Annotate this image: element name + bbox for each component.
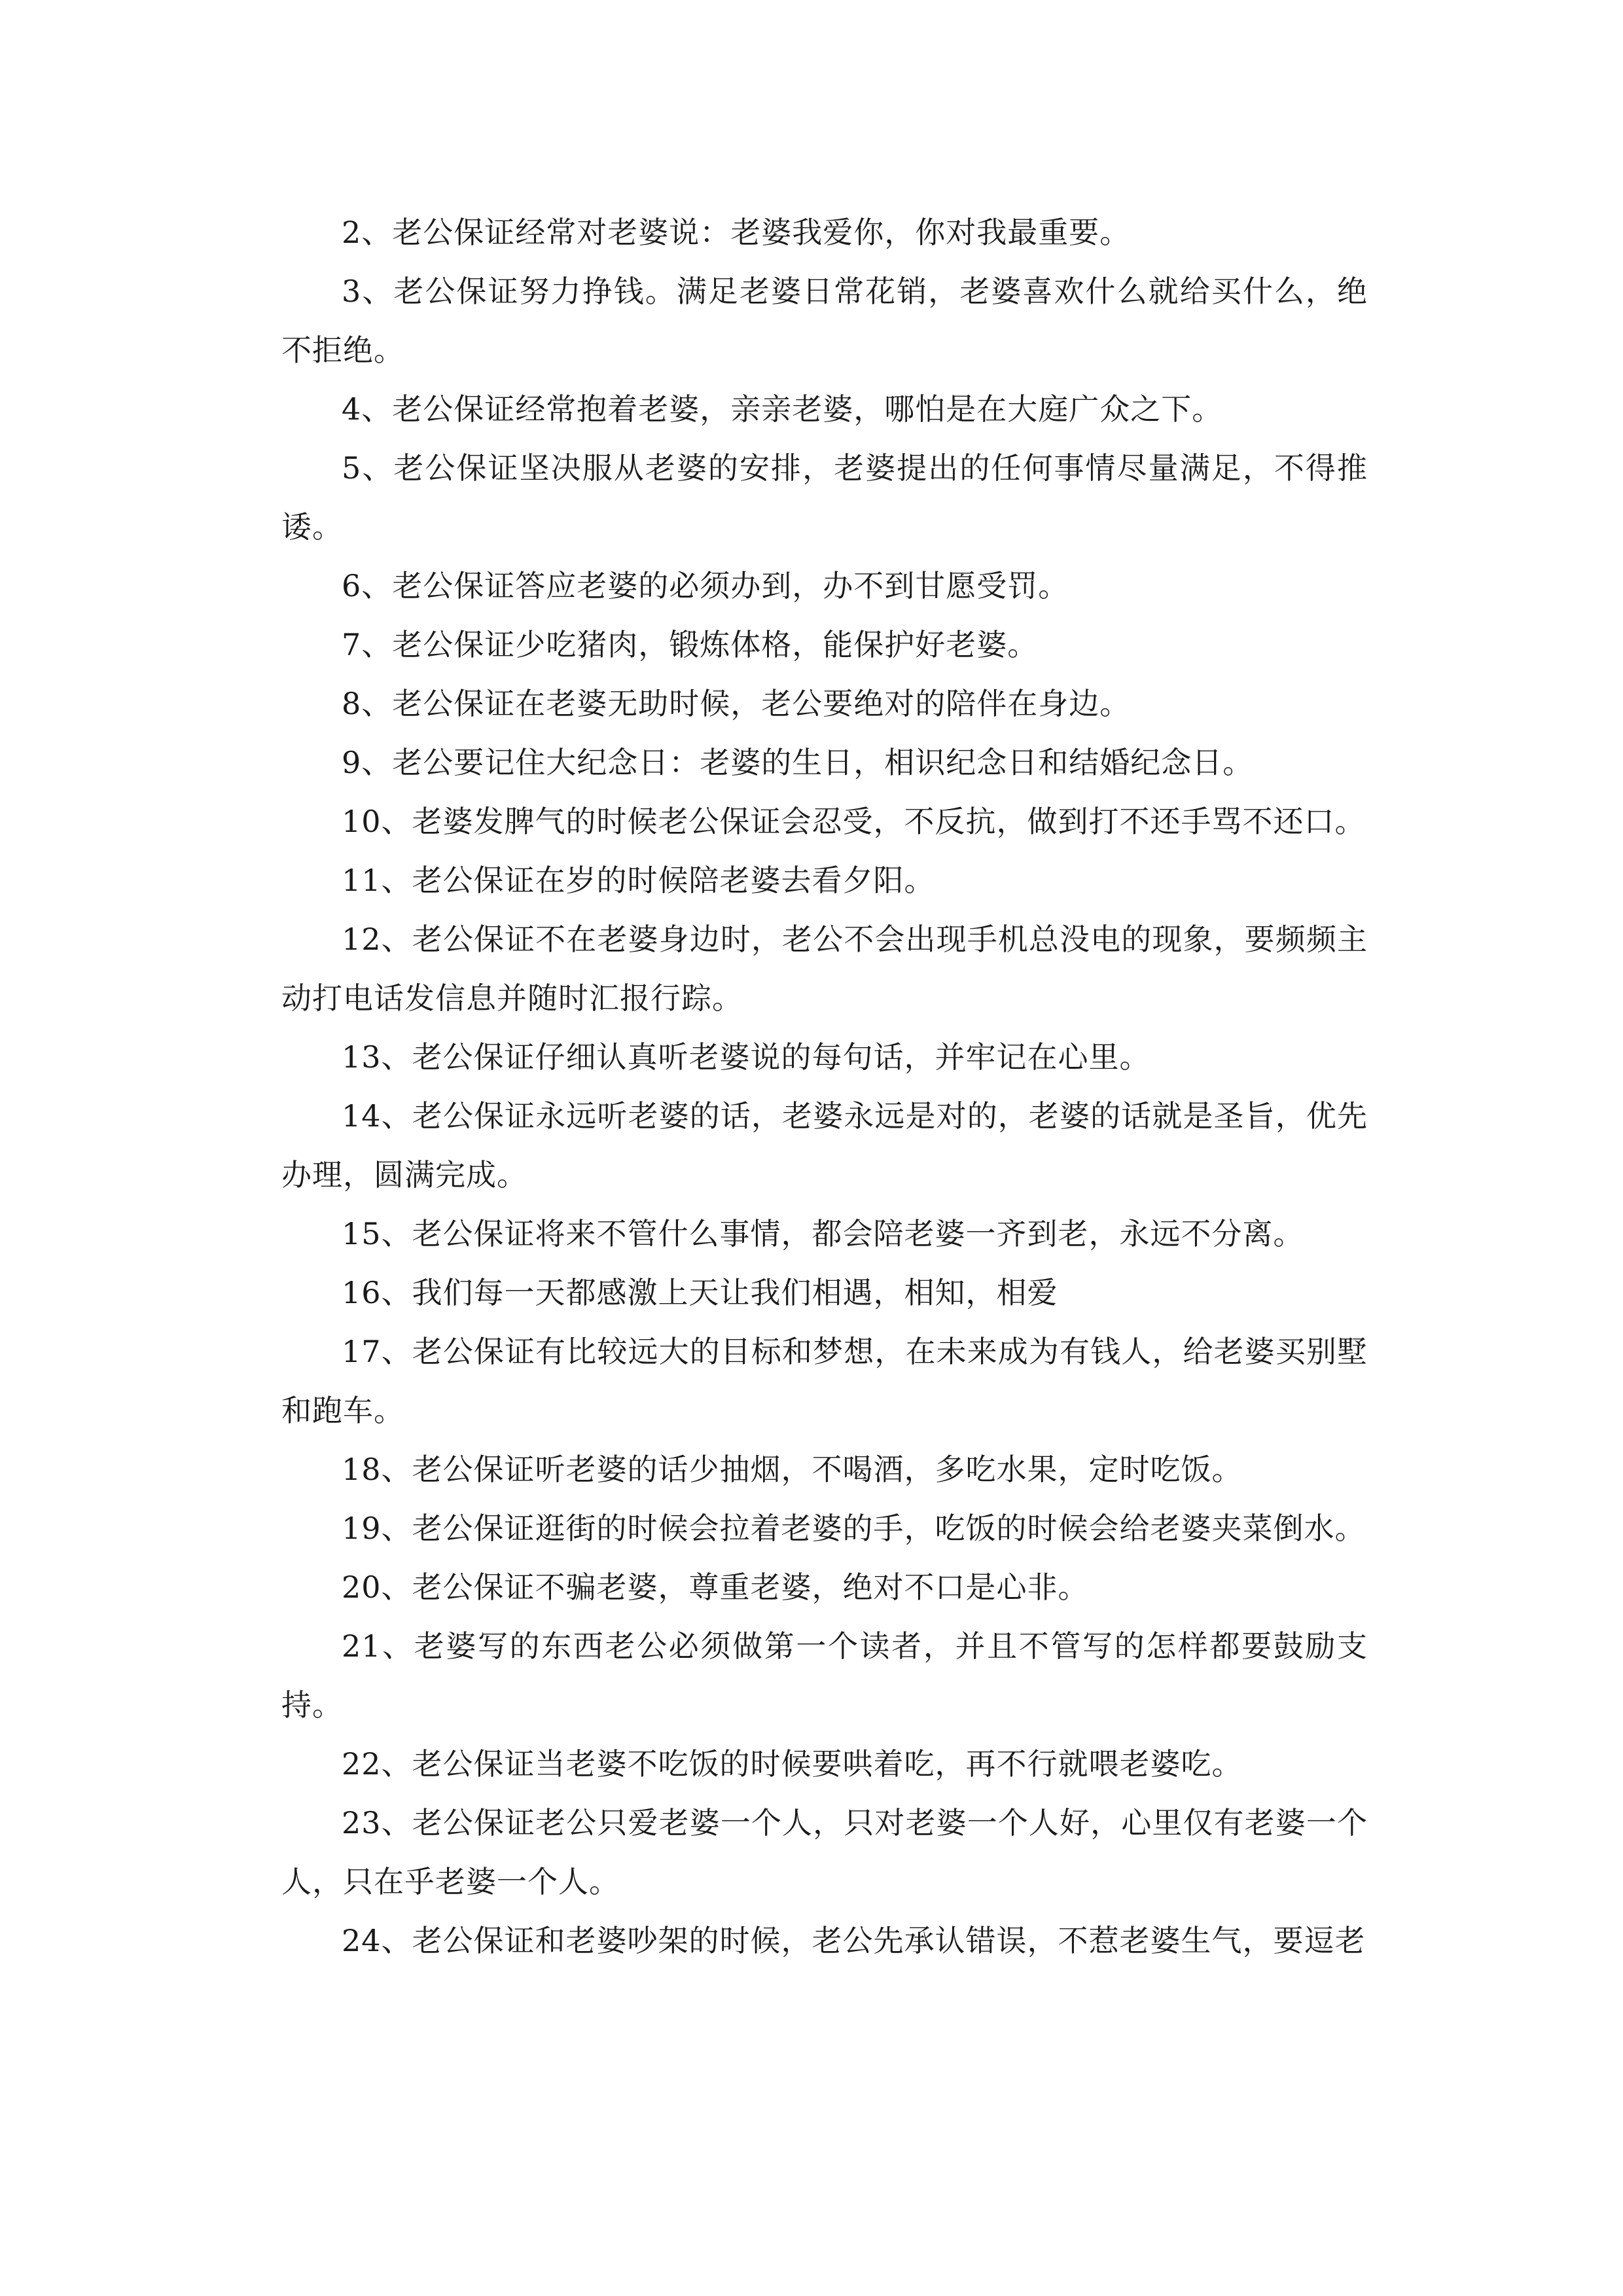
paragraph-item-16: 16、我们每一天都感激上天让我们相遇，相知，相爱 (342, 1275, 1058, 1310)
paragraph-item-24: 24、老公保证和老婆吵架的时候，老公先承认错误，不惹老婆生气，要逗老 (342, 1923, 1366, 1958)
paragraph-item-4: 4、老公保证经常抱着老婆，亲亲老婆，哪怕是在大庭广众之下。 (342, 391, 1223, 427)
paragraph-item-8: 8、老公保证在老婆无助时候，老公要绝对的陪伴在身边。 (342, 686, 1131, 721)
paragraph-item-23: 23、老公保证老公只爱老婆一个人，只对老婆一个人好，心里仅有老婆一个人，只在乎老婆一个人。 (281, 1805, 1368, 1899)
document-body (281, 203, 1368, 1970)
paragraph-item-20: 20、老公保证不骗老婆，尊重老婆，绝对不口是心非。 (342, 1570, 1089, 1605)
paragraph-item-19: 19、老公保证逛街的时候会拉着老婆的手，吃饭的时候会给老婆夹菜倒水。 (342, 1511, 1366, 1546)
paragraph-item-13: 13、老公保证仔细认真听老婆说的每句话，并牢记在心里。 (342, 1039, 1150, 1075)
paragraph-item-15: 15、老公保证将来不管什么事情，都会陪老婆一齐到老，永远不分离。 (342, 1216, 1304, 1251)
paragraph-item-7: 7、老公保证少吃猪肉，锻炼体格，能保护好老婆。 (342, 627, 1039, 662)
paragraph-item-17: 17、老公保证有比较远大的目标和梦想，在未来成为有钱人，给老婆买别墅和跑车。 (281, 1334, 1368, 1428)
paragraph-item-18: 18、老公保证听老婆的话少抽烟，不喝酒，多吃水果，定时吃饭。 (342, 1452, 1243, 1487)
paragraph-item-22: 22、老公保证当老婆不吃饭的时候要哄着吃，再不行就喂老婆吃。 (342, 1746, 1243, 1782)
paragraph-item-3: 3、老公保证努力挣钱。满足老婆日常花销，老婆喜欢什么就给买什么，绝不拒绝。 (281, 274, 1368, 368)
paragraph-item-5: 5、老公保证坚决服从老婆的安排，老婆提出的任何事情尽量满足，不得推诿。 (281, 450, 1368, 545)
paragraph-item-11: 11、老公保证在岁的时候陪老婆去看夕阳。 (342, 863, 935, 898)
paragraph-item-9: 9、老公要记住大纪念日：老婆的生日，相识纪念日和结婚纪念日。 (342, 745, 1254, 780)
paragraph-item-6: 6、老公保证答应老婆的必须办到，办不到甘愿受罚。 (342, 568, 1069, 603)
paragraph-item-12: 12、老公保证不在老婆身边时，老公不会出现手机总没电的现象，要频频主动打电话发信息并随时汇报行踪。 (281, 922, 1368, 1016)
paragraph-item-14: 14、老公保证永远听老婆的话，老婆永远是对的，老婆的话就是圣旨，优先办理，圆满完成。 (281, 1098, 1368, 1193)
paragraph-item-10: 10、老婆发脾气的时候老公保证会忍受，不反抗，做到打不还手骂不还口。 (342, 804, 1366, 839)
paragraph-item-2: 2、老公保证经常对老婆说：老婆我爱你，你对我最重要。 (342, 215, 1131, 250)
paragraph-item-21: 21、老婆写的东西老公必须做第一个读者，并且不管写的怎样都要鼓励支持。 (281, 1628, 1368, 1723)
